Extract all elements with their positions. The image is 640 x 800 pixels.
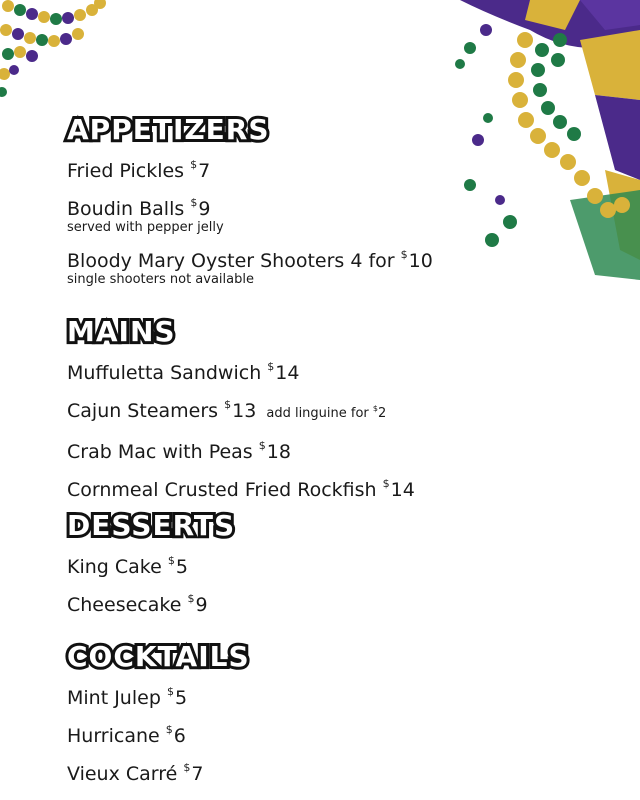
menu-item xyxy=(67,755,250,787)
item-price: $18 xyxy=(258,439,291,463)
menu-item xyxy=(67,548,235,580)
section-heading: DESSERTS xyxy=(67,509,236,542)
item-price: $13 xyxy=(224,398,257,422)
item-price: $14 xyxy=(382,477,415,501)
menu-item xyxy=(67,190,433,236)
item-price: $9 xyxy=(187,592,208,616)
section-cocktails xyxy=(67,639,250,793)
menu-item xyxy=(67,242,433,288)
menu-item xyxy=(67,392,415,427)
item-name: Vieux Carré xyxy=(67,763,178,785)
item-price: $5 xyxy=(167,554,188,578)
menu-item xyxy=(67,354,415,386)
item-addon: add linguine for $2 xyxy=(266,404,387,421)
item-name: Cornmeal Crusted Fried Rockfish xyxy=(67,479,377,501)
item-name: Cheesecake xyxy=(67,594,182,616)
item-price: $14 xyxy=(267,360,300,384)
item-price: $9 xyxy=(190,196,211,220)
item-name: Muffuletta Sandwich xyxy=(67,362,262,384)
item-note: served with pepper jelly xyxy=(67,220,224,235)
menu-item xyxy=(67,717,250,749)
item-name: Fried Pickles xyxy=(67,160,185,182)
menu-item xyxy=(67,152,433,184)
mardi-gras-mask-beads-icon xyxy=(430,0,640,290)
item-name: Mint Julep xyxy=(67,687,161,709)
item-name: Bloody Mary Oyster Shooters 4 for xyxy=(67,250,395,272)
item-name: Crab Mac with Peas xyxy=(67,441,253,463)
mardi-gras-beads-icon xyxy=(0,0,120,110)
menu-item xyxy=(67,679,250,711)
item-name: Cajun Steamers xyxy=(67,400,219,422)
section-mains xyxy=(67,314,415,509)
item-price: $7 xyxy=(183,761,204,785)
item-price: $10 xyxy=(400,248,433,272)
item-note: single shooters not available xyxy=(67,272,254,287)
item-name: Hurricane xyxy=(67,725,160,747)
item-price: $7 xyxy=(190,158,211,182)
section-heading: MAINS xyxy=(67,315,176,348)
section-appetizers xyxy=(67,112,433,294)
menu-item xyxy=(67,586,235,618)
item-price: $6 xyxy=(165,723,186,747)
section-heading: APPETIZERS xyxy=(67,113,270,146)
item-price: $5 xyxy=(166,685,188,709)
menu-item xyxy=(67,471,415,503)
item-name: Boudin Balls xyxy=(67,198,185,220)
section-heading: COCKTAILS xyxy=(67,640,250,673)
menu-item xyxy=(67,433,415,465)
item-name: King Cake xyxy=(67,556,162,578)
section-desserts xyxy=(67,508,235,624)
